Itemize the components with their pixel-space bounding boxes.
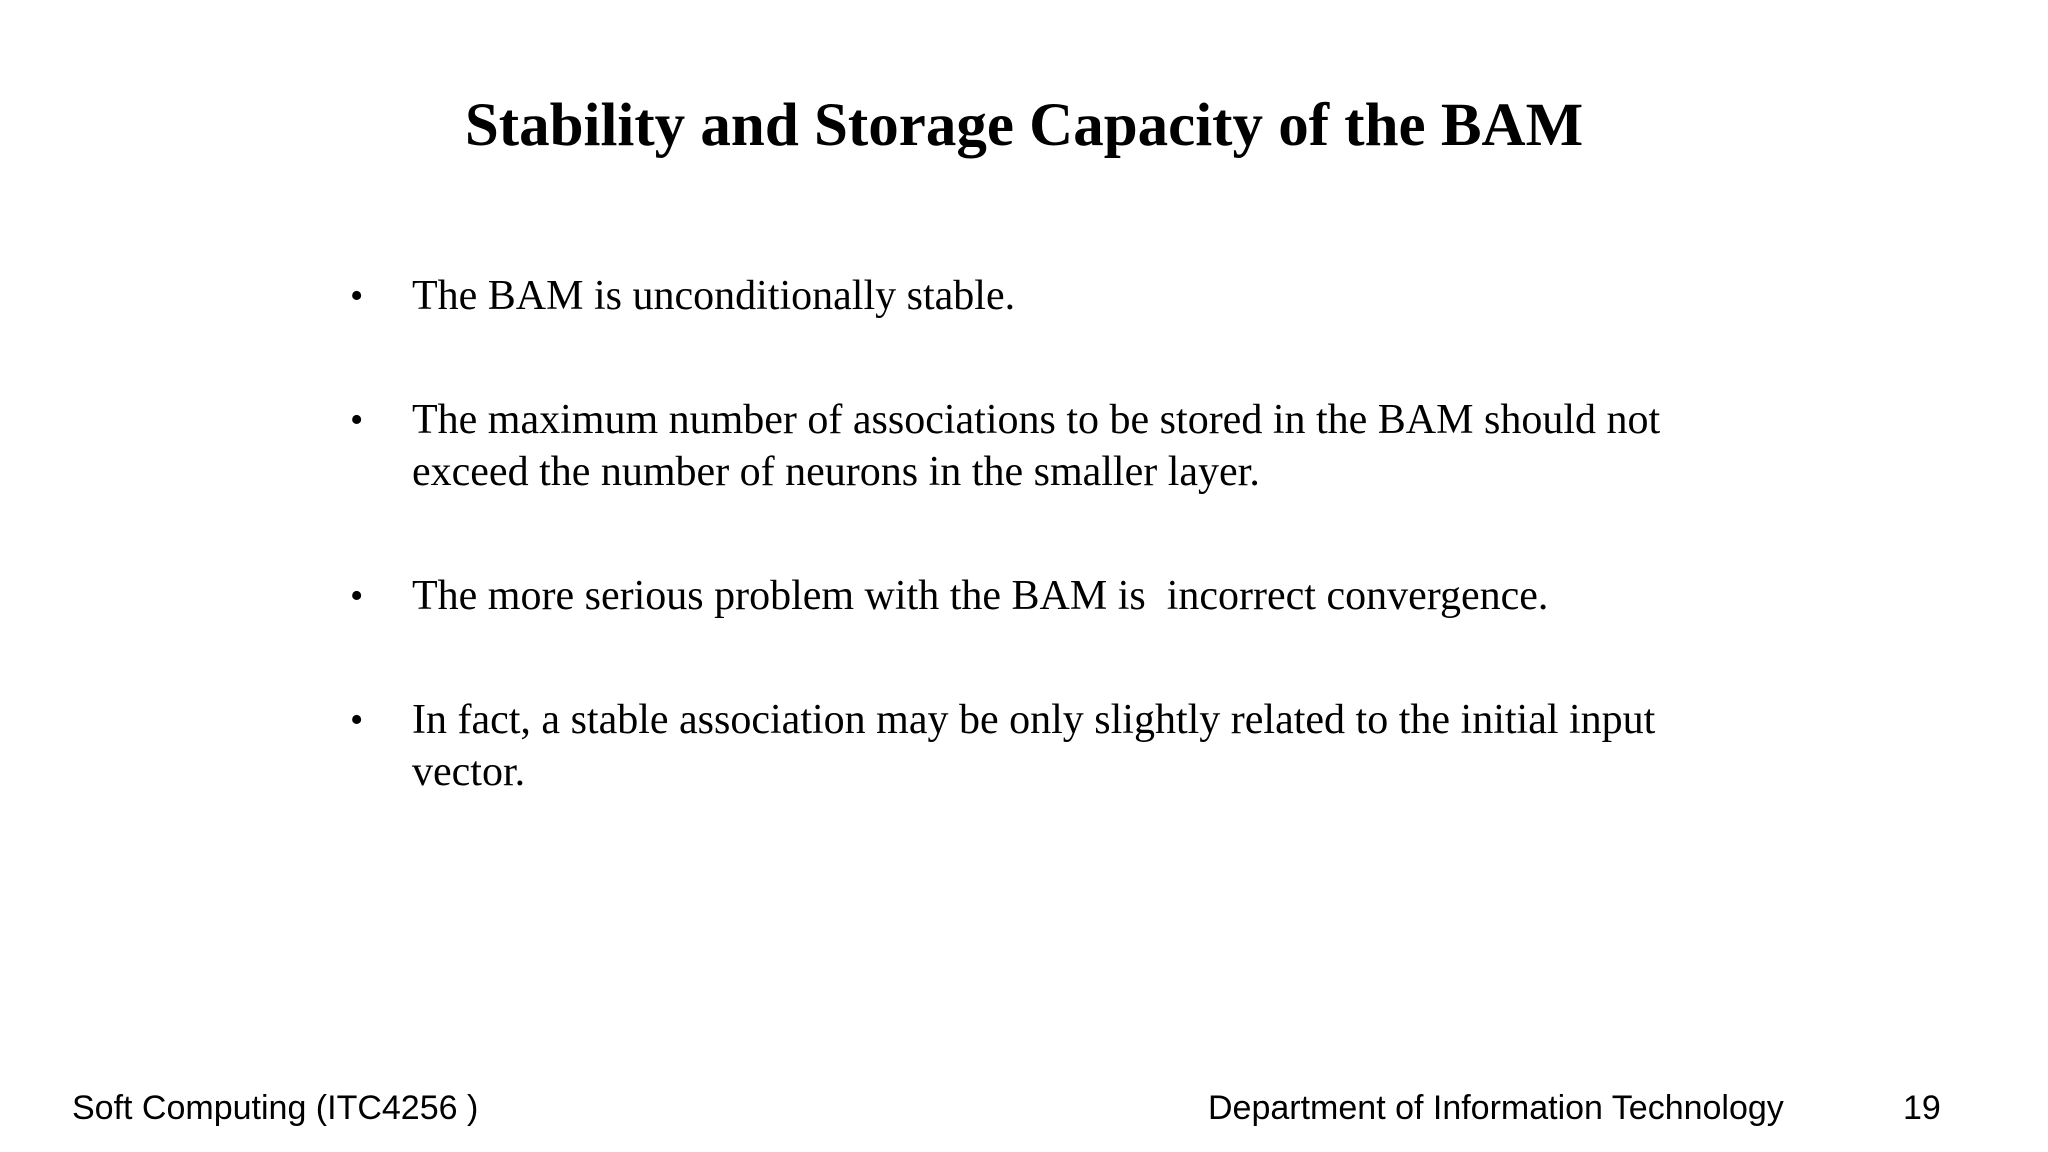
bullet-text: In fact, a stable association may be only slightly related to the initial input vector. [412, 697, 1656, 795]
bullet-marker: • [350, 699, 364, 741]
bullet-text: The more serious problem with the BAM is incorrect convergence. [412, 573, 1549, 619]
bullet-text: The maximum number of associations to be stored in the BAM should not exceed the number of neurons in the smaller layer. [412, 397, 1661, 495]
bullet-marker: • [350, 399, 364, 441]
bullet-item [350, 694, 1730, 798]
bullet-item [350, 394, 1730, 498]
slide-title: Stability and Storage Capacity of the BAM [464, 92, 1584, 159]
bullet-item [350, 270, 1730, 322]
footer-page-number: 19 [1903, 1089, 1941, 1127]
bullet-marker: • [350, 575, 364, 617]
bullet-item [350, 570, 1730, 622]
bullet-text: The BAM is unconditionally stable. [412, 273, 1016, 319]
footer-course: Soft Computing (ITC4256 ) [72, 1089, 479, 1127]
footer-department: Department of Information Technology [1208, 1089, 1784, 1127]
bullet-marker: • [350, 275, 364, 317]
bullet-list [350, 270, 1730, 870]
